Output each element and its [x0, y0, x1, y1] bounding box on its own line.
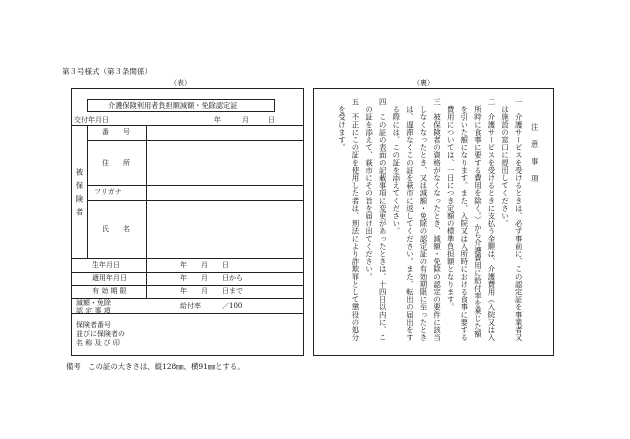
name-label: 氏 名 [102, 225, 130, 233]
address-label: 住 所 [102, 159, 130, 167]
notes-column: を受けます。 [337, 98, 347, 152]
footnote: 備考 この証の大きさは、縦128㎜、横91㎜とする。 [66, 362, 245, 371]
birth-date-label: 生年月日 [92, 261, 120, 269]
expiry-label: 有 効 期 限 [92, 287, 127, 295]
notes-column: は施設の窓口に提出してください。 [500, 98, 510, 228]
notes-column: しなくなったとき、又は減額・免除の認定証の有効期限に至ったとき [419, 98, 428, 342]
notes-heading: 注 意 事 項 [530, 123, 540, 184]
birth-date-value: 年 月 日 [180, 261, 229, 269]
insured-person-label: 被保険者 [75, 168, 84, 222]
issue-day: 日 [268, 116, 275, 124]
issue-year: 年 [214, 116, 221, 124]
certificate-title: 介護保険利用者負担額減額・免除認定証 [108, 101, 238, 110]
reduction-label-1: 減額・免除 [76, 299, 111, 307]
notes-column: 一 介護サービスを受けるときは、必ず事前に、この認定証を事業者又 [514, 98, 524, 342]
notes-column: の証を添えて、萩市にその旨を届け出てください。 [364, 98, 374, 281]
insurer-label-1: 保険者番号 [76, 321, 111, 329]
issue-date-label: 交付年月日 [74, 116, 109, 124]
notes-column: 五 不正にこの証を使用した者は、刑法により詐欺罪として懲役の処分 [351, 98, 360, 342]
notes-column: 四 この証の表面の記載事項に変更があったときは、十四日以内に、こ [378, 98, 388, 342]
furigana-label: フリガナ [94, 188, 122, 196]
effective-date-label: 適用年月日 [92, 274, 127, 282]
number-label: 番 号 [102, 128, 130, 136]
form-number-header: 第３号様式（第３条関係） [62, 67, 152, 76]
notes-column: を引いた額になります。また、入院又は入所時における食事に要する [459, 98, 469, 342]
notes-column: は、遅滞なくこの証を萩市に返してください。また、転出の届出をす [405, 98, 415, 342]
issue-month: 月 [242, 116, 249, 124]
notes-column: 二 介護サービスを受けるときに支払う金額は、介護費用（入院又は入 [487, 98, 496, 342]
insurer-label-3: 名 称 及 び 印 [76, 339, 120, 347]
benefit-ratio: 給付率 ／100 [180, 302, 243, 310]
notes-column: 三 被保険者の資格がなくなったとき、減額・免除の認定の要件に該当 [432, 98, 442, 342]
reduction-label-2: 認 定 事 項 [76, 307, 111, 315]
back-side-label: （裏） [413, 79, 434, 87]
notes-column: 費用については、一日につき定額の標準負担額となります。 [446, 98, 456, 311]
notes-column: 所時に食事に要する費用を除く。）から介護費用に給付率を乗じた額 [473, 98, 483, 338]
notes-column: る際には、この証を添えてください。 [391, 98, 401, 235]
insurer-label-2: 並びに保険者の [76, 330, 125, 338]
effective-date-value: 年 月 日から [180, 274, 243, 282]
front-side-label: （表） [170, 79, 191, 87]
expiry-value: 年 月 日まで [180, 287, 243, 295]
